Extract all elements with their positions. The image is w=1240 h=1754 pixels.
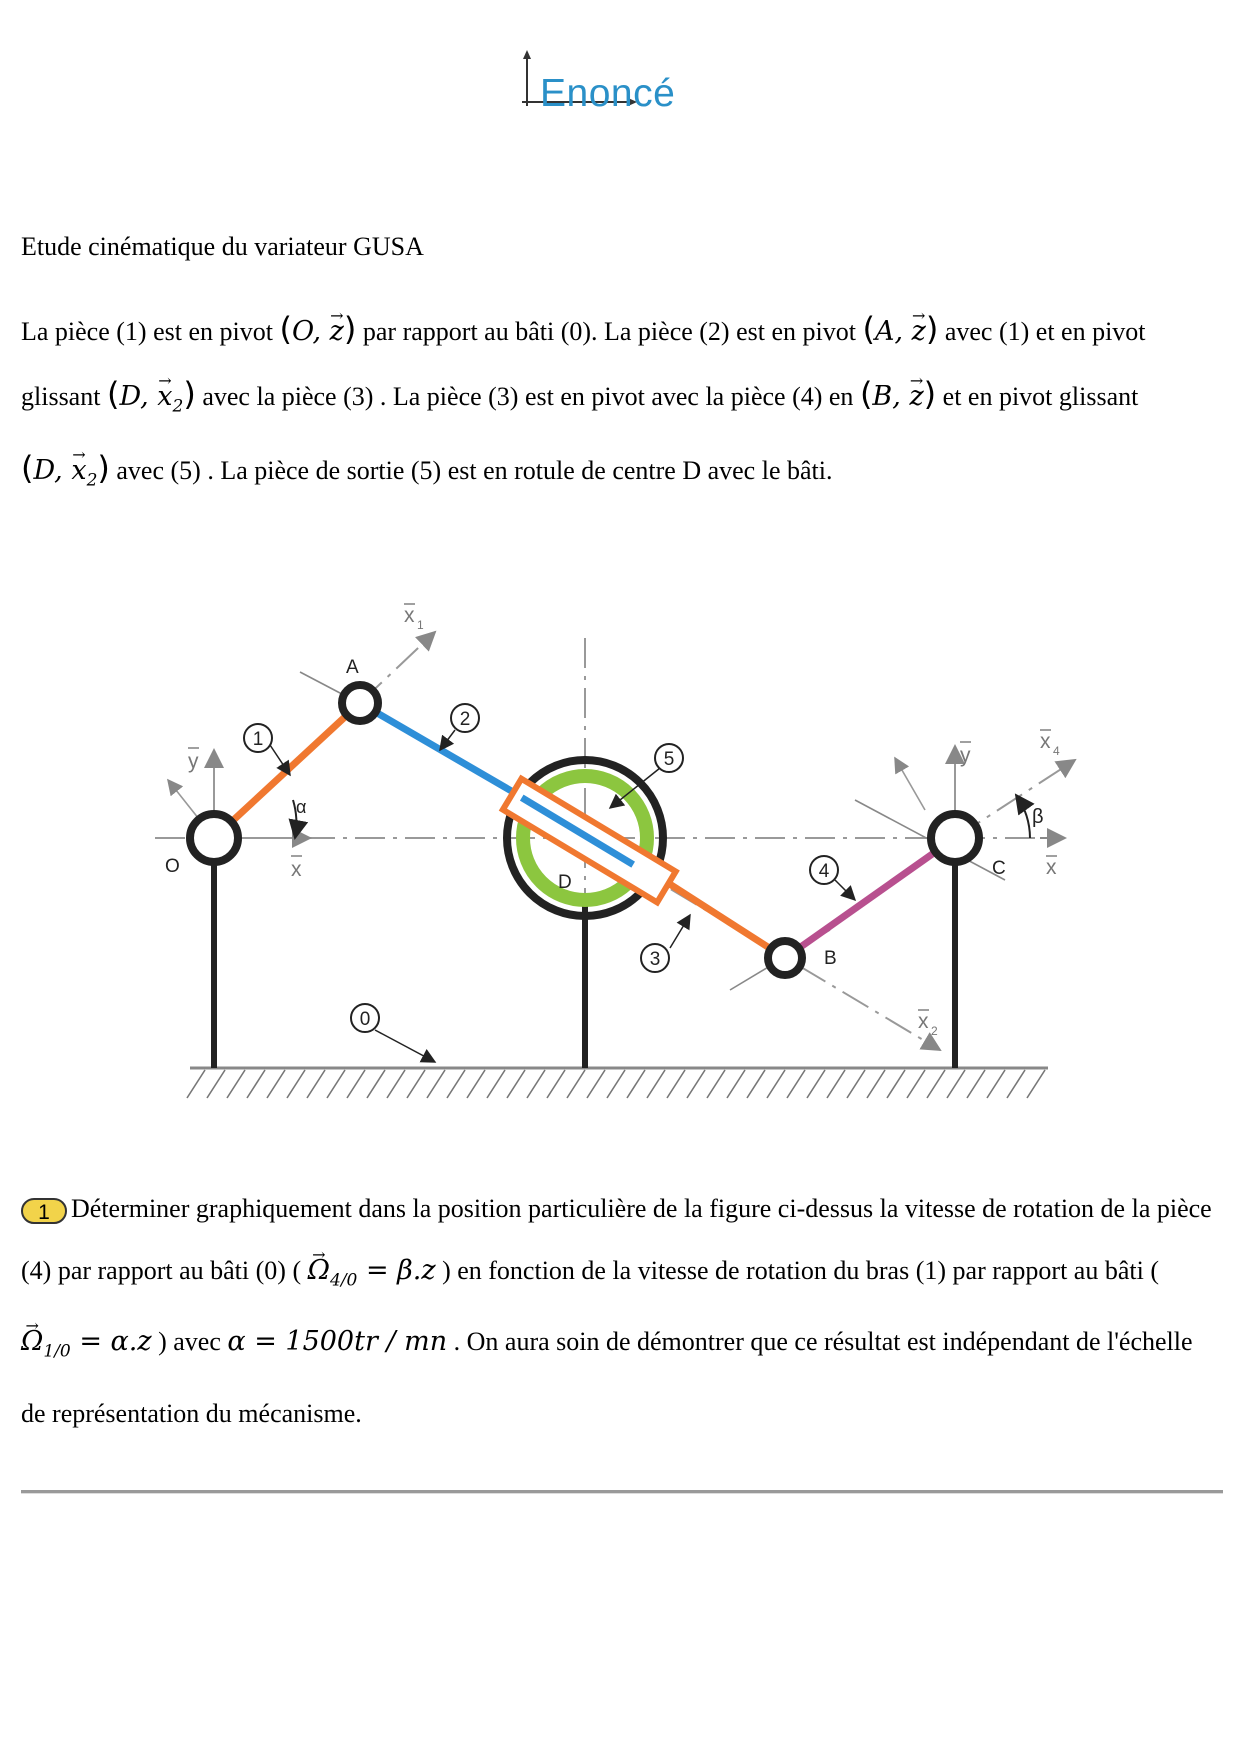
x-left-label: x: [291, 858, 302, 881]
part-4-label: 4: [818, 861, 830, 882]
point-D-label: D: [558, 872, 572, 893]
beta-label: β: [1032, 806, 1044, 828]
part-5-label: 5: [663, 749, 675, 770]
point-A-label: A: [346, 657, 359, 678]
header: [0, 50, 1240, 130]
math-alpha-dot: α = 1500tr / mn: [227, 1326, 448, 1358]
subtitle: Etude cinématique du variateur GUSA: [21, 232, 424, 261]
x2-label: x: [918, 1010, 929, 1033]
x4-label: x: [1040, 730, 1051, 753]
question-1: 1 Déterminer graphiquement dans la position particulière de la figure ci-dessus la vitesse de rotation de la pièce (4) par rapport au bâti (0) ( → $\Omega_{4/0} = \beta.z$ ) en fonction de la vitesse de rotation du bras (1) par rapport au bâti ( → $\Omega_{1/0} = \alpha.z$ ) avec α = 1500tr / mn . On aura soin de démontrer que ce résultat est indépendant de l'échelle de représentation du mécanisme.: [21, 1178, 1221, 1445]
alpha-label: α: [296, 797, 307, 817]
math-omega-1-0: → $\Omega_{1/0} = \alpha.z$: [21, 1326, 152, 1357]
x4-sub: 4: [1053, 744, 1060, 758]
point-O-label: O: [165, 856, 180, 877]
math-pivot-A: (A, → z): [862, 316, 938, 347]
x2-sub: 2: [931, 1024, 938, 1038]
y-right-label: y: [960, 744, 971, 767]
mechanism-diagram: [0, 590, 1240, 1130]
page-title: Enoncé: [540, 72, 676, 115]
link-4: [785, 838, 955, 958]
x1-sub: 1: [417, 618, 424, 632]
part-0-label: 0: [359, 1009, 371, 1030]
x1-label: x: [404, 604, 415, 627]
math-omega-4-0: → $\Omega_{4/0} = \beta.z$: [308, 1255, 436, 1286]
point-B-label: B: [824, 948, 837, 969]
part-3-label: 3: [649, 949, 661, 970]
part-2-label: 2: [459, 709, 471, 730]
point-C-label: C: [992, 858, 1006, 879]
part-1-label: 1: [252, 729, 264, 750]
ground-hatching: [187, 1068, 1048, 1098]
math-glissant-D-2: (D, → $x_2$): [21, 455, 110, 486]
math-glissant-D: (D, → $x_2$): [107, 381, 196, 412]
math-pivot-B: (B, → z): [860, 381, 936, 412]
intro-paragraph: La pièce (1) est en pivot (O, → z) par rapport au bâti (0). La pièce (2) est en pivot (A, → z) avec (1) et en pivot glissant (D, → $x_2$) avec la pièce (3) . La pièce (3) est en pivot avec la pièce (4) en (B, → z) et en pivot glissant (D, → $x_2$) avec (5) . La pièce de sortie (5) est en rotule de centre D avec le bâti.: [21, 298, 1221, 512]
horizontal-rule: [21, 1490, 1223, 1494]
y-left-label: y: [188, 750, 199, 773]
ball-joint-5: [503, 760, 676, 916]
question-number-badge: 1: [21, 1198, 67, 1224]
x-right-label: x: [1046, 856, 1057, 879]
math-pivot-O: (O, → z): [279, 316, 356, 347]
